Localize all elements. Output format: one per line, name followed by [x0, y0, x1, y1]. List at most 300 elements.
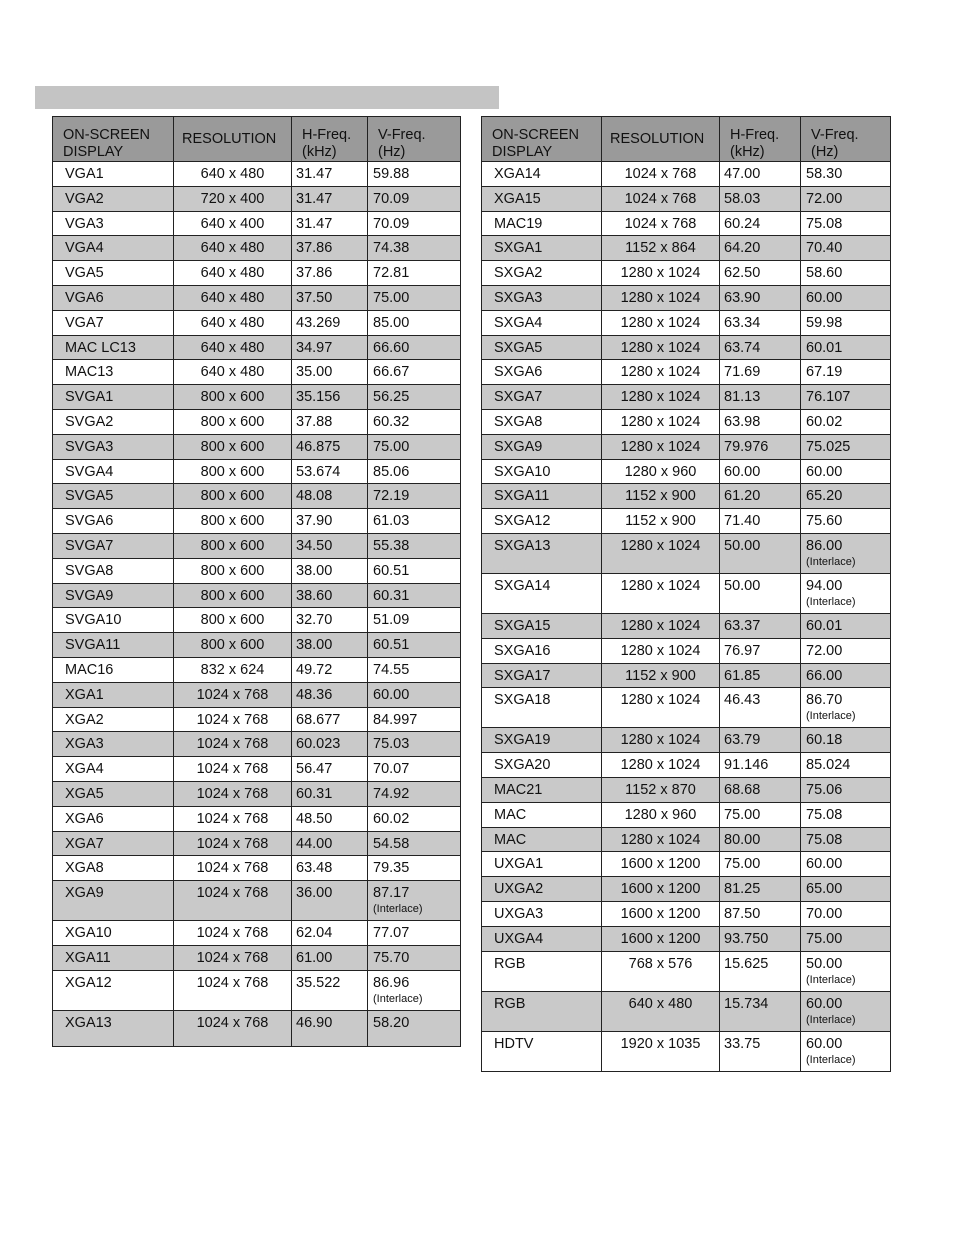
- cell-resolution: 1024 x 768: [174, 1010, 292, 1046]
- cell-vfreq: 51.09: [368, 608, 461, 633]
- cell-resolution: 1280 x 1024: [602, 409, 720, 434]
- cell-vfreq: 86.00 (Interlace): [801, 533, 891, 573]
- cell-hfreq: 63.98: [720, 409, 801, 434]
- cell-display: RGB: [482, 951, 602, 991]
- cell-resolution: 800 x 600: [174, 633, 292, 658]
- cell-hfreq: 36.00: [292, 881, 368, 921]
- table-row: [53, 484, 461, 509]
- cell-resolution: 1280 x 1024: [602, 753, 720, 778]
- cell-vfreq: 72.19: [368, 484, 461, 509]
- cell-hfreq: 34.50: [292, 533, 368, 558]
- cell-vfreq: 75.08: [801, 802, 891, 827]
- cell-display: SXGA4: [482, 310, 602, 335]
- cell-resolution: 800 x 600: [174, 558, 292, 583]
- cell-vfreq: 87.17 (Interlace): [368, 881, 461, 921]
- cell-display: MAC13: [53, 360, 174, 385]
- table-row: [482, 777, 891, 802]
- cell-vfreq: 60.00: [801, 459, 891, 484]
- cell-vfreq: 85.06: [368, 459, 461, 484]
- interlace-note: (Interlace): [373, 903, 423, 916]
- cell-resolution: 800 x 600: [174, 385, 292, 410]
- cell-vfreq: 60.51: [368, 633, 461, 658]
- cell-vfreq: 86.96 (Interlace): [368, 970, 461, 1010]
- cell-vfreq: 58.60: [801, 261, 891, 286]
- cell-hfreq: 35.156: [292, 385, 368, 410]
- cell-resolution: 1024 x 768: [602, 211, 720, 236]
- table-row: [482, 688, 891, 728]
- cell-display: VGA7: [53, 310, 174, 335]
- cell-display: SVGA10: [53, 608, 174, 633]
- cell-vfreq: 60.32: [368, 409, 461, 434]
- table-row: [53, 881, 461, 921]
- cell-hfreq: 48.50: [292, 806, 368, 831]
- table-row: [482, 991, 891, 1031]
- cell-display: VGA6: [53, 285, 174, 310]
- table-row: [53, 409, 461, 434]
- cell-resolution: 640 x 480: [174, 360, 292, 385]
- cell-display: SVGA2: [53, 409, 174, 434]
- table-row: [53, 310, 461, 335]
- cell-display: XGA6: [53, 806, 174, 831]
- cell-hfreq: 50.00: [720, 573, 801, 613]
- cell-hfreq: 63.37: [720, 613, 801, 638]
- cell-hfreq: 15.734: [720, 991, 801, 1031]
- cell-vfreq: 86.70 (Interlace): [801, 688, 891, 728]
- cell-display: SXGA18: [482, 688, 602, 728]
- cell-vfreq: 75.08: [801, 211, 891, 236]
- cell-display: SXGA17: [482, 663, 602, 688]
- cell-display: MAC16: [53, 657, 174, 682]
- cell-display: XGA13: [53, 1010, 174, 1046]
- cell-vfreq: 70.40: [801, 236, 891, 261]
- table-row: [482, 335, 891, 360]
- cell-vfreq: 60.00: [368, 682, 461, 707]
- cell-hfreq: 81.25: [720, 877, 801, 902]
- table-row: [53, 781, 461, 806]
- cell-display: SXGA11: [482, 484, 602, 509]
- table-row: [482, 261, 891, 286]
- cell-vfreq: 66.00: [801, 663, 891, 688]
- cell-display: SXGA15: [482, 613, 602, 638]
- cell-resolution: 800 x 600: [174, 434, 292, 459]
- cell-resolution: 1024 x 768: [602, 186, 720, 211]
- table-row: [482, 753, 891, 778]
- cell-resolution: 640 x 480: [174, 285, 292, 310]
- header-vfreq: V-Freq. (Hz): [801, 117, 891, 162]
- cell-resolution: 800 x 600: [174, 608, 292, 633]
- cell-display: VGA1: [53, 162, 174, 187]
- interlace-note: (Interlace): [373, 992, 423, 1005]
- cell-resolution: 720 x 400: [174, 186, 292, 211]
- cell-display: UXGA1: [482, 852, 602, 877]
- table-row: [482, 385, 891, 410]
- cell-hfreq: 50.00: [720, 533, 801, 573]
- cell-vfreq: 75.00: [368, 285, 461, 310]
- cell-resolution: 640 x 480: [174, 162, 292, 187]
- cell-display: SXGA12: [482, 509, 602, 534]
- table-row: [53, 509, 461, 534]
- table-row: [482, 484, 891, 509]
- cell-vfreq: 58.20: [368, 1010, 461, 1046]
- cell-display: XGA11: [53, 945, 174, 970]
- cell-vfreq: 65.20: [801, 484, 891, 509]
- cell-display: MAC: [482, 827, 602, 852]
- cell-display: SVGA7: [53, 533, 174, 558]
- cell-display: UXGA4: [482, 926, 602, 951]
- header-hfreq: H-Freq. (kHz): [720, 117, 801, 162]
- cell-vfreq: 70.07: [368, 757, 461, 782]
- cell-hfreq: 44.00: [292, 831, 368, 856]
- cell-vfreq: 74.55: [368, 657, 461, 682]
- cell-hfreq: 62.04: [292, 921, 368, 946]
- cell-resolution: 640 x 480: [174, 310, 292, 335]
- cell-resolution: 1280 x 1024: [602, 728, 720, 753]
- cell-hfreq: 60.00: [720, 459, 801, 484]
- table-row: [482, 901, 891, 926]
- cell-resolution: 1280 x 1024: [602, 360, 720, 385]
- interlace-note: (Interlace): [806, 710, 856, 723]
- table-row: [53, 608, 461, 633]
- cell-resolution: 800 x 600: [174, 509, 292, 534]
- table-row: [482, 663, 891, 688]
- cell-hfreq: 47.00: [720, 162, 801, 187]
- cell-vfreq: 85.00: [368, 310, 461, 335]
- table-row: [53, 211, 461, 236]
- cell-vfreq: 56.25: [368, 385, 461, 410]
- cell-display: SVGA11: [53, 633, 174, 658]
- cell-hfreq: 68.677: [292, 707, 368, 732]
- table-row: [482, 459, 891, 484]
- table-row: [53, 1010, 461, 1046]
- cell-vfreq: 60.01: [801, 335, 891, 360]
- cell-resolution: 1024 x 768: [174, 781, 292, 806]
- cell-display: XGA15: [482, 186, 602, 211]
- cell-hfreq: 37.90: [292, 509, 368, 534]
- cell-vfreq: 50.00 (Interlace): [801, 951, 891, 991]
- cell-resolution: 640 x 480: [174, 236, 292, 261]
- table-row: [53, 806, 461, 831]
- cell-vfreq: 94.00 (Interlace): [801, 573, 891, 613]
- cell-vfreq: 66.60: [368, 335, 461, 360]
- cell-resolution: 1152 x 900: [602, 663, 720, 688]
- table-row: [53, 707, 461, 732]
- table-header-row: [53, 117, 461, 162]
- cell-vfreq: 67.19: [801, 360, 891, 385]
- cell-display: UXGA3: [482, 901, 602, 926]
- cell-vfreq: 74.92: [368, 781, 461, 806]
- cell-resolution: 1024 x 768: [174, 831, 292, 856]
- cell-vfreq: 75.00: [368, 434, 461, 459]
- cell-vfreq: 75.70: [368, 945, 461, 970]
- cell-hfreq: 35.522: [292, 970, 368, 1010]
- cell-display: SXGA7: [482, 385, 602, 410]
- cell-resolution: 1280 x 1024: [602, 261, 720, 286]
- cell-vfreq: 70.09: [368, 211, 461, 236]
- cell-display: MAC: [482, 802, 602, 827]
- cell-hfreq: 31.47: [292, 162, 368, 187]
- cell-hfreq: 37.86: [292, 236, 368, 261]
- header-display: ON-SCREEN DISPLAY: [53, 117, 174, 162]
- cell-hfreq: 32.70: [292, 608, 368, 633]
- table-row: [482, 926, 891, 951]
- cell-resolution: 1152 x 870: [602, 777, 720, 802]
- cell-vfreq: 77.07: [368, 921, 461, 946]
- cell-resolution: 1024 x 768: [602, 162, 720, 187]
- cell-resolution: 1024 x 768: [174, 945, 292, 970]
- table-row: [53, 970, 461, 1010]
- cell-hfreq: 63.74: [720, 335, 801, 360]
- cell-resolution: 640 x 480: [174, 261, 292, 286]
- cell-display: XGA12: [53, 970, 174, 1010]
- table-row: [53, 757, 461, 782]
- cell-vfreq: 58.30: [801, 162, 891, 187]
- table-header-row: [482, 117, 891, 162]
- cell-hfreq: 38.00: [292, 633, 368, 658]
- cell-resolution: 1920 x 1035: [602, 1031, 720, 1071]
- table-row: [53, 831, 461, 856]
- cell-resolution: 800 x 600: [174, 533, 292, 558]
- cell-hfreq: 37.88: [292, 409, 368, 434]
- table-row: [53, 732, 461, 757]
- cell-resolution: 640 x 480: [174, 335, 292, 360]
- cell-vfreq: 60.00: [801, 285, 891, 310]
- cell-resolution: 1024 x 768: [174, 806, 292, 831]
- table-row: [482, 852, 891, 877]
- cell-resolution: 1152 x 864: [602, 236, 720, 261]
- cell-hfreq: 15.625: [720, 951, 801, 991]
- cell-display: MAC21: [482, 777, 602, 802]
- cell-hfreq: 91.146: [720, 753, 801, 778]
- cell-hfreq: 53.674: [292, 459, 368, 484]
- header-display: ON-SCREEN DISPLAY: [482, 117, 602, 162]
- cell-hfreq: 60.24: [720, 211, 801, 236]
- cell-hfreq: 38.60: [292, 583, 368, 608]
- cell-hfreq: 62.50: [720, 261, 801, 286]
- cell-resolution: 1024 x 768: [174, 970, 292, 1010]
- cell-hfreq: 48.08: [292, 484, 368, 509]
- cell-display: SVGA9: [53, 583, 174, 608]
- cell-vfreq: 60.02: [368, 806, 461, 831]
- cell-display: VGA3: [53, 211, 174, 236]
- table-row: [53, 285, 461, 310]
- cell-resolution: 1600 x 1200: [602, 901, 720, 926]
- table-row: [482, 409, 891, 434]
- cell-display: XGA5: [53, 781, 174, 806]
- cell-vfreq: 75.03: [368, 732, 461, 757]
- cell-vfreq: 75.60: [801, 509, 891, 534]
- cell-display: XGA8: [53, 856, 174, 881]
- cell-hfreq: 56.47: [292, 757, 368, 782]
- cell-vfreq: 76.107: [801, 385, 891, 410]
- table-row: [482, 802, 891, 827]
- cell-hfreq: 31.47: [292, 211, 368, 236]
- cell-hfreq: 80.00: [720, 827, 801, 852]
- cell-display: XGA14: [482, 162, 602, 187]
- cell-vfreq: 75.00: [801, 926, 891, 951]
- cell-vfreq: 70.00: [801, 901, 891, 926]
- cell-display: SVGA1: [53, 385, 174, 410]
- cell-hfreq: 93.750: [720, 926, 801, 951]
- cell-display: SXGA13: [482, 533, 602, 573]
- cell-display: SXGA14: [482, 573, 602, 613]
- cell-hfreq: 61.00: [292, 945, 368, 970]
- cell-display: SXGA19: [482, 728, 602, 753]
- table-row: [482, 434, 891, 459]
- cell-display: SXGA6: [482, 360, 602, 385]
- cell-hfreq: 31.47: [292, 186, 368, 211]
- table-row: [482, 638, 891, 663]
- cell-hfreq: 46.875: [292, 434, 368, 459]
- cell-hfreq: 37.50: [292, 285, 368, 310]
- cell-hfreq: 68.68: [720, 777, 801, 802]
- cell-hfreq: 63.79: [720, 728, 801, 753]
- cell-display: VGA2: [53, 186, 174, 211]
- cell-hfreq: 35.00: [292, 360, 368, 385]
- cell-vfreq: 85.024: [801, 753, 891, 778]
- cell-display: VGA4: [53, 236, 174, 261]
- cell-vfreq: 84.997: [368, 707, 461, 732]
- cell-display: SVGA5: [53, 484, 174, 509]
- cell-hfreq: 46.43: [720, 688, 801, 728]
- table-row: [53, 921, 461, 946]
- cell-resolution: 1280 x 1024: [602, 533, 720, 573]
- table-row: [53, 385, 461, 410]
- cell-vfreq: 60.00 (Interlace): [801, 991, 891, 1031]
- cell-resolution: 800 x 600: [174, 459, 292, 484]
- table-row: [482, 211, 891, 236]
- section-title-bar: [35, 86, 499, 109]
- cell-hfreq: 48.36: [292, 682, 368, 707]
- compatibility-table-left: [52, 116, 461, 1047]
- cell-vfreq: 55.38: [368, 533, 461, 558]
- cell-resolution: 1024 x 768: [174, 881, 292, 921]
- cell-hfreq: 61.20: [720, 484, 801, 509]
- cell-vfreq: 59.98: [801, 310, 891, 335]
- table-row: [53, 856, 461, 881]
- cell-vfreq: 75.08: [801, 827, 891, 852]
- cell-resolution: 768 x 576: [602, 951, 720, 991]
- cell-display: XGA2: [53, 707, 174, 732]
- cell-display: SVGA6: [53, 509, 174, 534]
- cell-hfreq: 58.03: [720, 186, 801, 211]
- cell-vfreq: 60.51: [368, 558, 461, 583]
- cell-vfreq: 72.00: [801, 186, 891, 211]
- table-row: [482, 877, 891, 902]
- cell-resolution: 1280 x 1024: [602, 827, 720, 852]
- table-row: [53, 186, 461, 211]
- cell-hfreq: 60.31: [292, 781, 368, 806]
- table-row: [482, 360, 891, 385]
- cell-display: SXGA9: [482, 434, 602, 459]
- interlace-note: (Interlace): [806, 555, 856, 568]
- table-row: [53, 261, 461, 286]
- cell-hfreq: 34.97: [292, 335, 368, 360]
- table-row: [482, 613, 891, 638]
- cell-resolution: 1280 x 1024: [602, 434, 720, 459]
- cell-vfreq: 59.88: [368, 162, 461, 187]
- table-row: [482, 573, 891, 613]
- table-row: [482, 310, 891, 335]
- cell-hfreq: 81.13: [720, 385, 801, 410]
- cell-resolution: 1280 x 1024: [602, 688, 720, 728]
- table-row: [53, 583, 461, 608]
- cell-vfreq: 60.00: [801, 852, 891, 877]
- cell-hfreq: 49.72: [292, 657, 368, 682]
- cell-resolution: 1024 x 768: [174, 732, 292, 757]
- table-row: [53, 657, 461, 682]
- cell-resolution: 800 x 600: [174, 409, 292, 434]
- cell-resolution: 1280 x 960: [602, 802, 720, 827]
- cell-hfreq: 79.976: [720, 434, 801, 459]
- table-row: [53, 236, 461, 261]
- cell-resolution: 1280 x 1024: [602, 613, 720, 638]
- cell-resolution: 1024 x 768: [174, 856, 292, 881]
- cell-display: RGB: [482, 991, 602, 1031]
- cell-resolution: 800 x 600: [174, 484, 292, 509]
- interlace-note: (Interlace): [806, 595, 856, 608]
- cell-display: XGA9: [53, 881, 174, 921]
- table-row: [482, 509, 891, 534]
- header-resolution: RESOLUTION: [602, 117, 720, 162]
- table-row: [53, 360, 461, 385]
- table-row: [482, 1031, 891, 1071]
- cell-resolution: 640 x 400: [174, 211, 292, 236]
- cell-hfreq: 64.20: [720, 236, 801, 261]
- cell-display: SVGA4: [53, 459, 174, 484]
- cell-vfreq: 70.09: [368, 186, 461, 211]
- cell-display: XGA4: [53, 757, 174, 782]
- interlace-note: (Interlace): [806, 1053, 856, 1066]
- cell-resolution: 1280 x 1024: [602, 310, 720, 335]
- cell-resolution: 640 x 480: [602, 991, 720, 1031]
- cell-vfreq: 75.06: [801, 777, 891, 802]
- table-row: [53, 682, 461, 707]
- table-row: [482, 285, 891, 310]
- table-row: [482, 951, 891, 991]
- table-row: [482, 236, 891, 261]
- cell-display: MAC19: [482, 211, 602, 236]
- table-row: [53, 633, 461, 658]
- cell-vfreq: 72.81: [368, 261, 461, 286]
- table-row: [53, 945, 461, 970]
- cell-vfreq: 60.02: [801, 409, 891, 434]
- cell-hfreq: 38.00: [292, 558, 368, 583]
- cell-resolution: 1280 x 1024: [602, 335, 720, 360]
- cell-hfreq: 76.97: [720, 638, 801, 663]
- cell-vfreq: 65.00: [801, 877, 891, 902]
- cell-hfreq: 75.00: [720, 802, 801, 827]
- cell-hfreq: 71.69: [720, 360, 801, 385]
- cell-display: SXGA1: [482, 236, 602, 261]
- cell-hfreq: 33.75: [720, 1031, 801, 1071]
- table-row: [53, 533, 461, 558]
- cell-display: XGA10: [53, 921, 174, 946]
- cell-display: SVGA8: [53, 558, 174, 583]
- table-row: [482, 186, 891, 211]
- interlace-note: (Interlace): [806, 1013, 856, 1026]
- cell-vfreq: 75.025: [801, 434, 891, 459]
- cell-display: XGA7: [53, 831, 174, 856]
- cell-display: SVGA3: [53, 434, 174, 459]
- table-row: [482, 162, 891, 187]
- cell-display: XGA3: [53, 732, 174, 757]
- cell-resolution: 1024 x 768: [174, 682, 292, 707]
- cell-hfreq: 46.90: [292, 1010, 368, 1046]
- cell-vfreq: 72.00: [801, 638, 891, 663]
- cell-hfreq: 60.023: [292, 732, 368, 757]
- cell-resolution: 1600 x 1200: [602, 852, 720, 877]
- header-hfreq: H-Freq. (kHz): [292, 117, 368, 162]
